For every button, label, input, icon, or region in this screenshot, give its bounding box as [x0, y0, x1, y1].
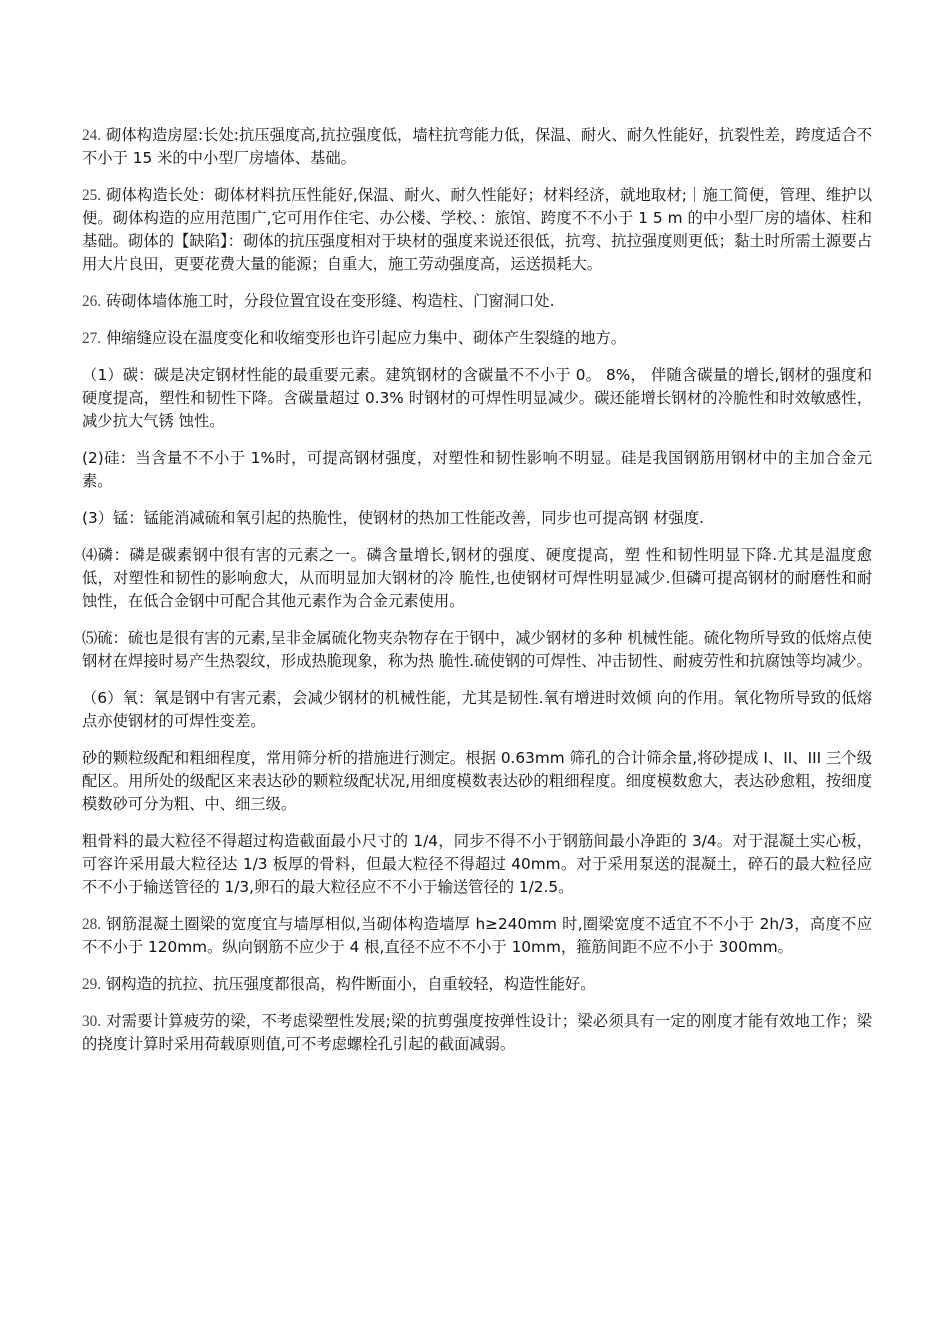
paragraph-manganese: [82, 507, 872, 530]
paragraph-text: ⑷磷：磷是碳素钢中很有害的元素之一。磷含量增长,钢材的强度、硬度提高，塑 性和韧性明显下降.尤其是温度愈低，对塑性和韧性的影响愈大，从而明显加大钢材的冷 脆性,也使钢材可焊性明显减少.但磷可提高钢材的耐磨性和耐蚀性，在低合金钢中可配合其他元素作为合金元素使用。: [82, 546, 872, 610]
paragraph-oxygen: [82, 687, 872, 733]
paragraph-27: [82, 327, 872, 350]
paragraph-text: 砌体构造长处：砌体材料抗压性能好,保温、耐火、耐久性能好；材料经济，就地取材;｜施工简便，管理、维护以便。砌体构造的应用范围广,它可用作住宅、办公楼、学校、：旅馆、跨度不不小于 1 5 m 的中小型厂房的墙体、柱和基础。砌体的【缺陷】：砌体的抗压强度相对于块材的强度来说还很低，抗弯、抗拉强度则更低；黏土时所需土源要占用大片良田，更要花费大量的能源；自重大，施工劳动强度高，运送损耗大。: [82, 186, 872, 273]
paragraph-carbon: [82, 364, 872, 433]
paragraph-text: 砖砌体墙体施工时，分段位置宜设在变形缝、构造柱、门窗洞口处.: [101, 292, 555, 310]
paragraph-text: 砂的颗粒级配和粗细程度，常用筛分析的措施进行测定。根据 0.63mm 筛孔的合计筛余量,将砂提成 I、II、III 三个级配区。用所处的级配区来表达砂的颗粒级配状况,用细度模数表达砂的粗细程度。细度模数愈大，表达砂愈粗，按细度模数砂可分为粗、中、细三级。: [82, 749, 872, 813]
paragraph-number: 24.: [82, 127, 102, 144]
paragraph-25: [82, 184, 872, 276]
paragraph-29: [82, 973, 872, 996]
paragraph-sand-grading: [82, 747, 872, 816]
paragraph-number: 27.: [82, 330, 102, 347]
paragraph-text: （6）氧：氧是钢中有害元素，会减少钢材的机械性能，尤其是韧性.氧有增进时效倾 向的作用。氧化物所导致的低熔点亦使钢材的可焊性变差。: [82, 689, 872, 730]
paragraph-text: 粗骨料的最大粒径不得超过构造截面最小尺寸的 1/4，同步不得不小于钢筋间最小净距的 3/4。对于混凝土实心板，可容许采用最大粒径达 1/3 板厚的骨料，但最大粒径不得超过 40mm。对于采用泵送的混凝土，碎石的最大粒径应不不小于输送管径的 1/3,卵石的最大粒径应不不小于输送管径的 1/2.5。: [82, 832, 872, 896]
paragraph-coarse-aggregate: [82, 830, 872, 899]
paragraph-24: [82, 124, 872, 170]
paragraph-number: 26.: [82, 293, 102, 310]
paragraph-text: 伸缩缝应设在温度变化和收缩变形也许引起应力集中、砌体产生裂缝的地方。: [101, 329, 627, 347]
paragraph-30: [82, 1010, 872, 1056]
document-page: [82, 124, 872, 1070]
paragraph-text: (3）锰：锰能消减硫和氧引起的热脆性，使钢材的热加工性能改善，同步也可提高钢 材强度.: [82, 509, 705, 527]
paragraph-28: [82, 913, 872, 959]
paragraph-text: 钢筋混凝土圈梁的宽度宜与墙厚相似,当砌体构造墙厚 h≥240mm 时,圈梁宽度不适宜不不小于 2h/3，高度不应不不小于 120mm。纵向钢筋不应少于 4 根,直径不应不不小于 10mm，箍筋间距不应不小于 300mm。: [82, 915, 872, 956]
paragraph-text: （1）碳：碳是决定钢材性能的最重要元素。建筑钢材的含碳量不不小于 0。 8%， 伴随含碳量的增长,钢材的强度和硬度提高，塑性和韧性下降。含碳量超过 0.3% 时钢材的可焊性明显减少。碳还能增长钢材的冷脆性和时效敏感性，减少抗大气锈 蚀性。: [82, 366, 872, 430]
paragraph-text: 砌体构造房屋:长处:抗压强度高,抗拉强度低，墙柱抗弯能力低，保温、耐火、耐久性能好，抗裂性差，跨度适合不不小于 15 米的中小型厂房墙体、基础。: [82, 126, 872, 167]
paragraph-text: (2)硅：当含量不不小于 1%时，可提高钢材强度，对塑性和韧性影响不明显。硅是我国钢筋用钢材中的主加合金元素。: [82, 449, 872, 490]
paragraph-text: ⑸硫：硫也是很有害的元素,呈非金属硫化物夹杂物存在于钢中，减少钢材的多种 机械性能。硫化物所导致的低熔点使钢材在焊接时易产生热裂纹，形成热脆现象，称为热 脆性.硫使钢的可焊性、冲击韧性、耐疲劳性和抗腐蚀等均减少。: [82, 629, 872, 670]
paragraph-sulfur: [82, 627, 872, 673]
paragraph-26: [82, 290, 872, 313]
paragraph-text: 钢构造的抗拉、抗压强度都很高，构件断面小，自重较轻，构造性能好。: [101, 975, 596, 993]
paragraph-number: 29.: [82, 976, 102, 993]
paragraph-silicon: [82, 447, 872, 493]
paragraph-phosphorus: [82, 544, 872, 613]
paragraph-number: 30.: [82, 1013, 102, 1030]
paragraph-number: 28.: [82, 916, 102, 933]
paragraph-number: 25.: [82, 187, 102, 204]
paragraph-text: 对需要计算疲劳的梁，不考虑梁塑性发展;梁的抗剪强度按弹性设计；梁必须具有一定的刚度才能有效地工作；梁的挠度计算时采用荷载原则值,可不考虑螺栓孔引起的截面减弱。: [82, 1012, 872, 1053]
